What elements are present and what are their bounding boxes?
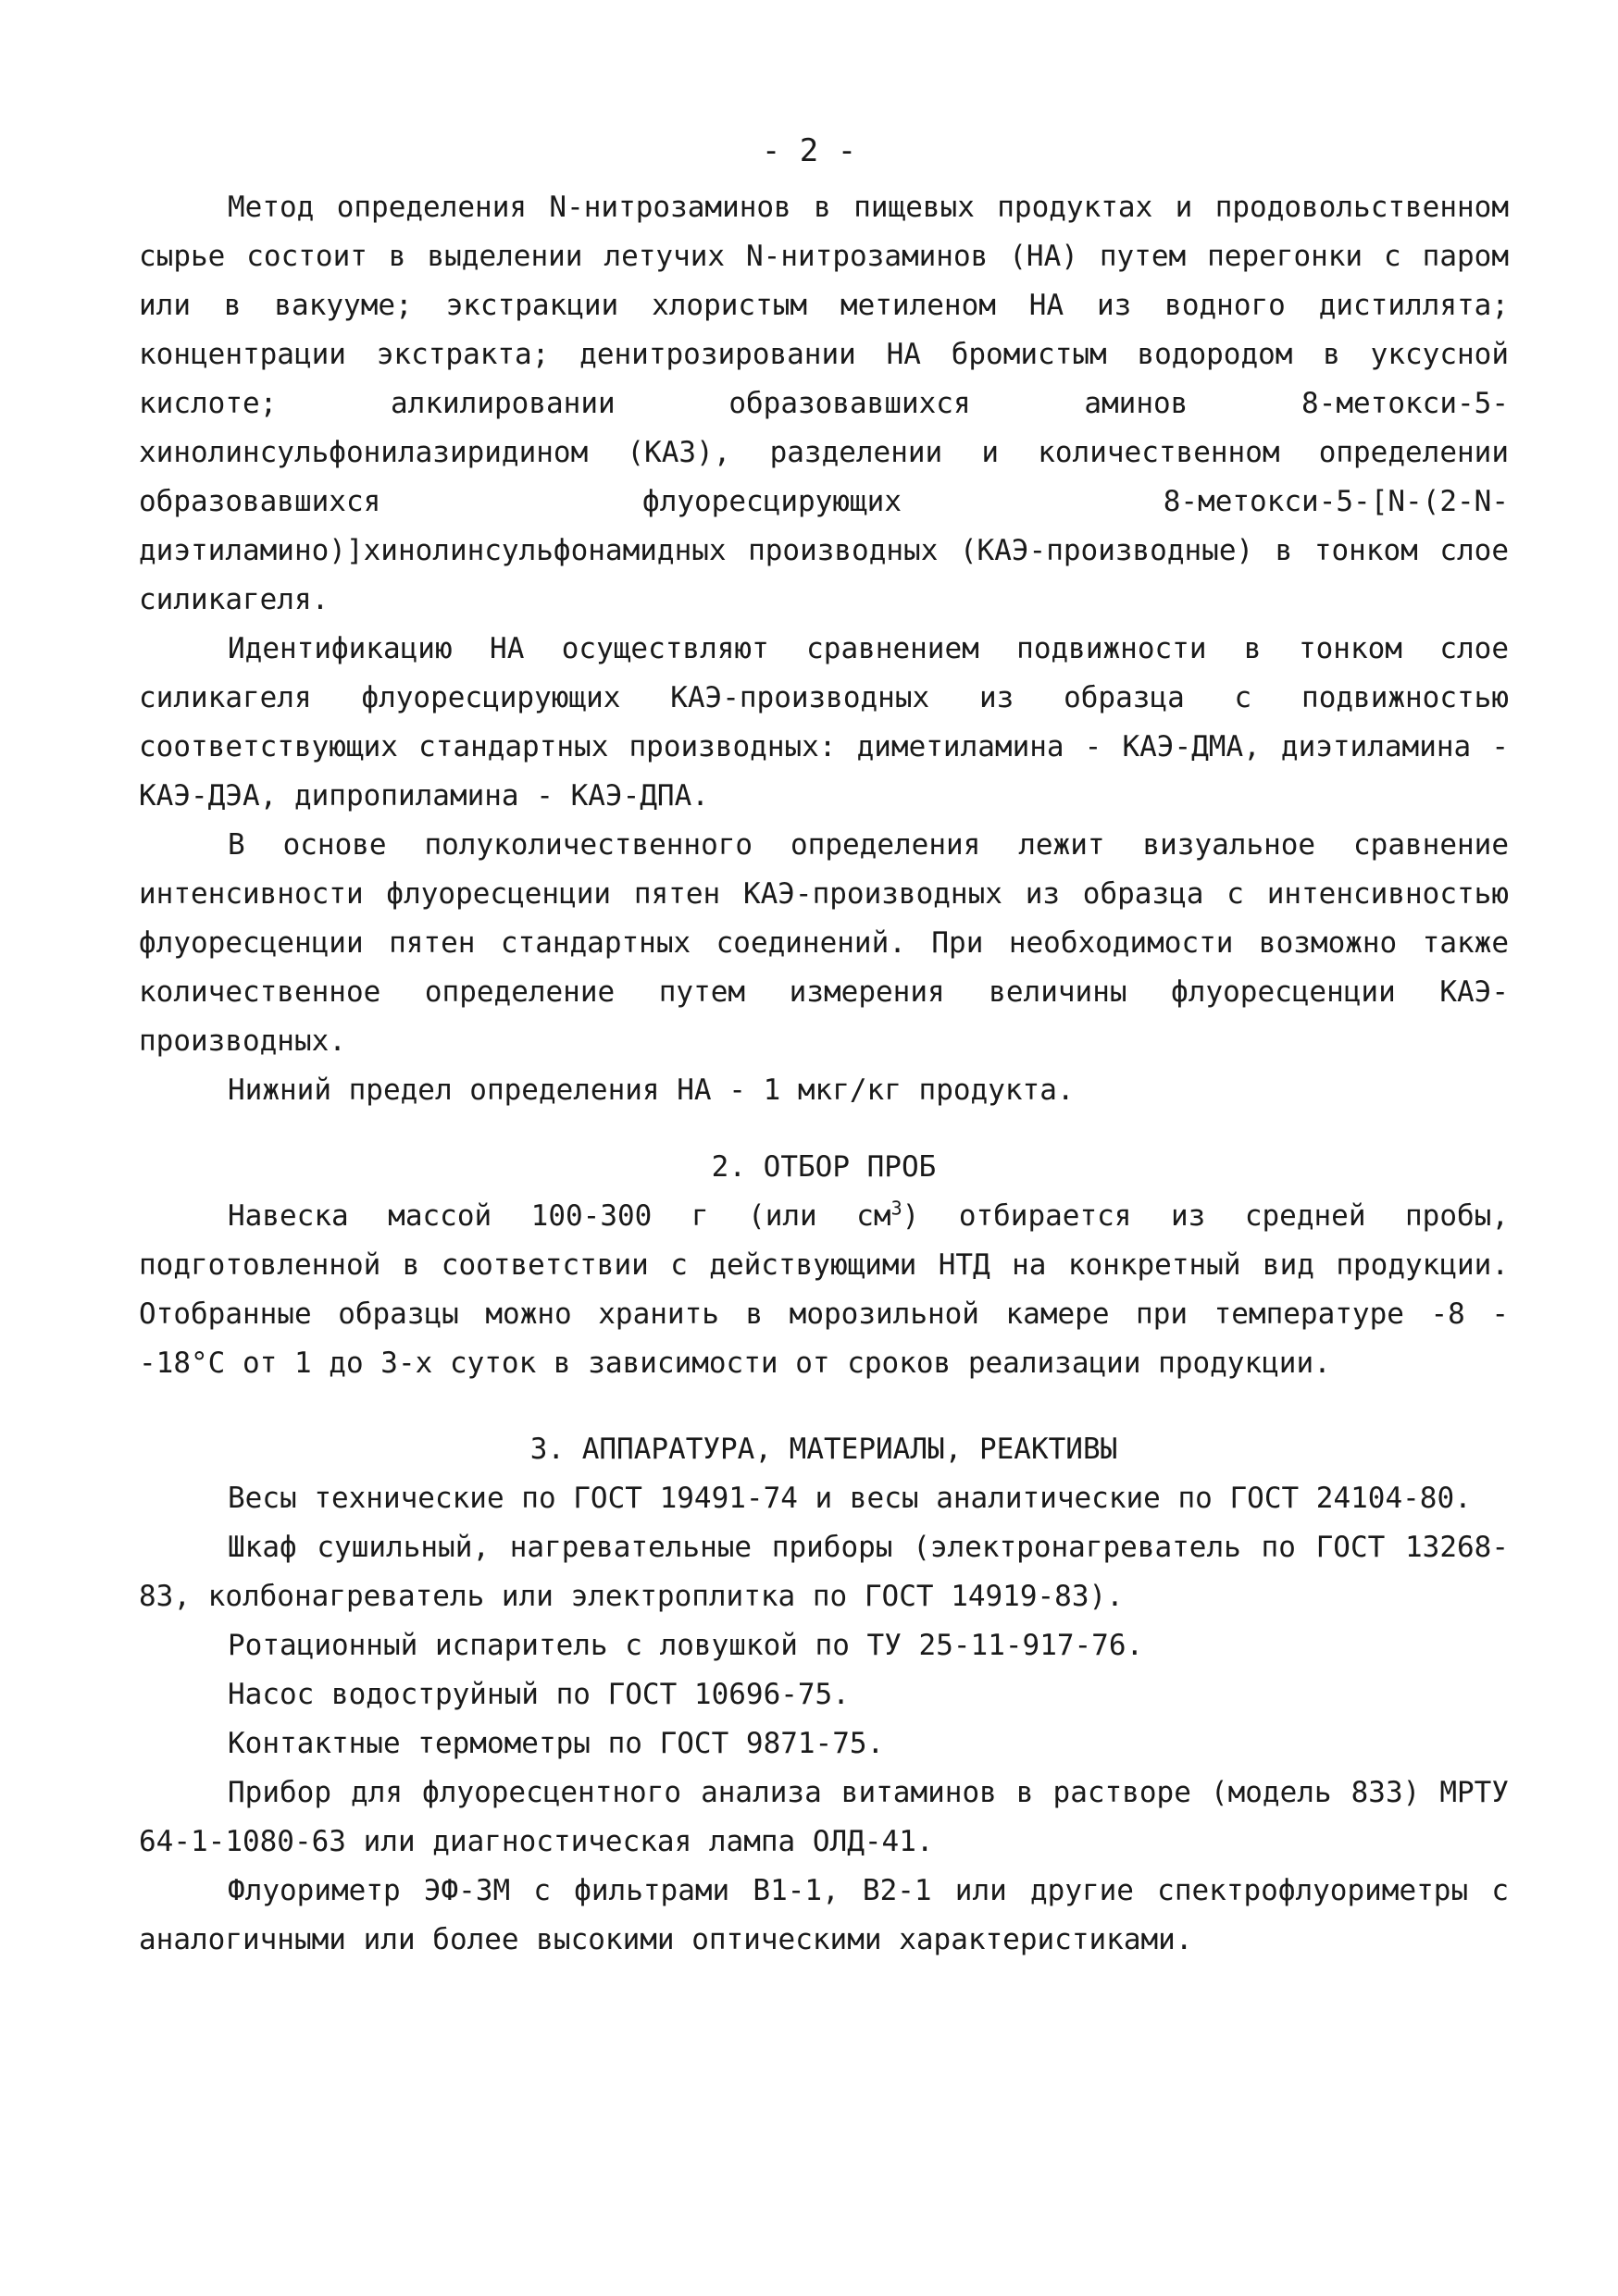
- cubic-superscript: 3: [890, 1197, 902, 1220]
- method-paragraph: Метод определения N-нитрозаминов в пищевых продуктах и продовольственном сырье состоит в выделении летучих N-нитрозаминов (НА) путем перегонки с паром или в вакууме; экстракции хлористым метиленом НА из водного дистиллята; концентрации экстракта; денитрозировании НА бромистым водородом в уксусной кислоте; алкилировании образовавшихся аминов 8-метокси-5-хинолинсульфонилазиридином (КАЗ), разделении и количественном определении образовавшихся флуоресцирующих 8-метокси-5-[N-(2-N-диэтиламино)]хинолинсульфонамидных производных (КАЭ-производные) в тонком слое силикагеля.: [139, 191, 1509, 616]
- detection-limit-paragraph: Нижний предел определения НА - 1 мкг/кг продукта.: [228, 1074, 1075, 1107]
- equipment-fluorescence-device: Прибор для флуоресцентного анализа витаминов в растворе (модель 833) МРТУ 64-1-1080-63 или диагностическая лампа ОЛД-41.: [139, 1776, 1509, 1858]
- sampling-paragraph: [139, 1192, 1509, 1388]
- sampling-text-start: Навеска массой 100-300 г (или см: [228, 1199, 891, 1233]
- equipment-evaporator: Ротационный испаритель с ловушкой по ТУ 25-11-917-76.: [228, 1629, 1144, 1662]
- section-3-heading: 3. АППАРАТУРА, МАТЕРИАЛЫ, РЕАКТИВЫ: [529, 1433, 1118, 1466]
- equipment-thermometers: Контактные термометры по ГОСТ 9871-75.: [228, 1727, 885, 1760]
- equipment-fluorimeter: Флуориметр ЭФ-3М с фильтрами В1-1, В2-1 или другие спектрофлуориметры с аналогичными или более высокими оптическими характеристиками.: [139, 1874, 1509, 1956]
- section-2-heading: 2. ОТБОР ПРОБ: [711, 1150, 937, 1184]
- identification-paragraph: Идентификацию НА осуществляют сравнением подвижности в тонком слое силикагеля флуоресцирующих КАЭ-производных из образца с подвижностью соответствующих стандартных производных: диметиламина - КАЭ-ДМА, диэтиламина - КАЭ-ДЭА, дипропиламина - КАЭ-ДПА.: [139, 632, 1509, 813]
- sampling-text-end: ) отбирается из средней пробы, подготовленной в соответствии с действующими НТД на конкретный вид продукции. Отобранные образцы можно хранить в морозильной камере при температуре -8 - -18°С от 1 до 3-х суток в зависимости от сроков реализации продукции.: [139, 1199, 1509, 1380]
- page-number: - 2 -: [761, 132, 857, 169]
- semi-quantitative-paragraph: В основе полуколичественного определения лежит визуальное сравнение интенсивности флуоресценции пятен КАЭ-производных из образца с интенсивностью флуоресценции пятен стандартных соединений. При необходимости возможно также количественное определение путем измерения величины флуоресценции КАЭ-производных.: [139, 828, 1509, 1058]
- equipment-scales: Весы технические по ГОСТ 19491-74 и весы аналитические по ГОСТ 24104-80.: [228, 1482, 1472, 1515]
- equipment-oven: Шкаф сушильный, нагревательные приборы (электронагреватель по ГОСТ 13268-83, колбонагреватель или электроплитка по ГОСТ 14919-83).: [139, 1531, 1509, 1613]
- equipment-pump: Насос водоструйный по ГОСТ 10696-75.: [228, 1678, 850, 1711]
- document-body: [139, 183, 1509, 1965]
